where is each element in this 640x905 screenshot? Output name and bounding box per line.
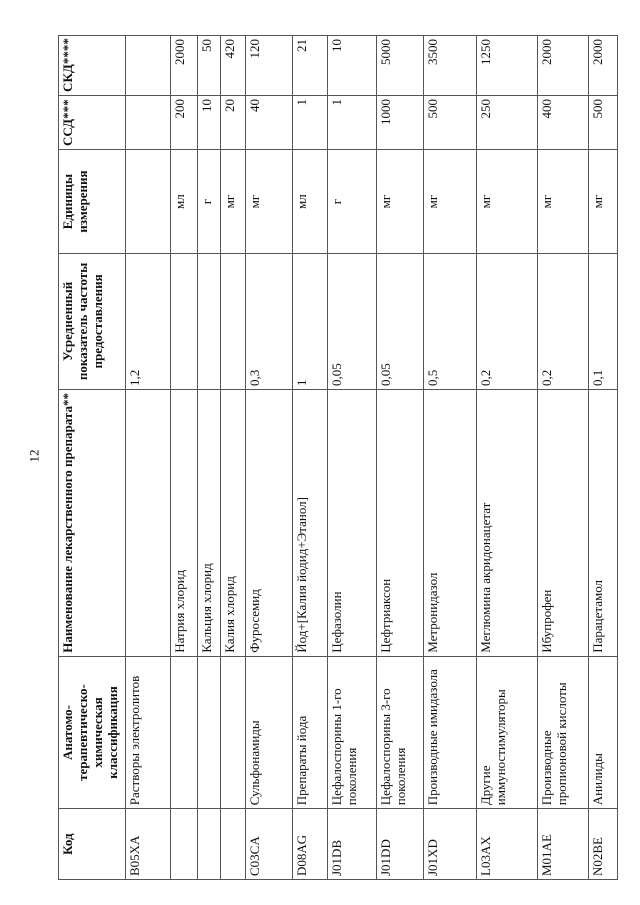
cell-unit: мл xyxy=(293,150,328,253)
cell-ssd: 500 xyxy=(424,95,477,149)
cell-ssd: 1 xyxy=(293,95,328,149)
cell-atc xyxy=(221,656,246,808)
cell-freq xyxy=(198,253,221,389)
cell-code: M01AE xyxy=(538,809,589,880)
table-row xyxy=(424,36,477,880)
header-ssd: ССД*** xyxy=(59,95,126,149)
cell-ssd: 500 xyxy=(589,95,618,149)
cell-ssd xyxy=(126,95,171,149)
cell-atc: Производные имидазола xyxy=(424,656,477,808)
table-row xyxy=(198,36,221,880)
cell-code: L03AX xyxy=(477,809,538,880)
table-row xyxy=(246,36,293,880)
cell-unit: мл xyxy=(171,150,198,253)
cell-drug: Фуросемид xyxy=(246,389,293,656)
table-row xyxy=(171,36,198,880)
cell-drug xyxy=(126,389,171,656)
header-unit: Единицы измерения xyxy=(59,150,126,253)
cell-skd: 1250 xyxy=(477,36,538,96)
page-number xyxy=(28,448,41,464)
cell-freq: 1,2 xyxy=(126,253,171,389)
cell-drug: Цефтриаксон xyxy=(377,389,424,656)
header-drug: Наименование лекарственного препарата** xyxy=(59,389,126,656)
cell-skd: 3500 xyxy=(424,36,477,96)
cell-code xyxy=(221,809,246,880)
cell-skd xyxy=(126,36,171,96)
cell-freq: 0,1 xyxy=(589,253,618,389)
cell-drug: Кальция хлорид xyxy=(198,389,221,656)
cell-unit: мг xyxy=(538,150,589,253)
table-row xyxy=(589,36,618,880)
cell-unit: г xyxy=(328,150,377,253)
cell-unit: мг xyxy=(477,150,538,253)
page-number-text: 12 xyxy=(26,449,42,463)
cell-atc xyxy=(171,656,198,808)
cell-freq: 0,3 xyxy=(246,253,293,389)
table-header-row xyxy=(59,36,126,880)
cell-skd: 120 xyxy=(246,36,293,96)
table-row xyxy=(328,36,377,880)
cell-drug: Цефазолин xyxy=(328,389,377,656)
table-row xyxy=(477,36,538,880)
cell-drug: Метронидазол xyxy=(424,389,477,656)
table-row xyxy=(377,36,424,880)
table-row xyxy=(538,36,589,880)
cell-ssd: 20 xyxy=(221,95,246,149)
cell-freq: 0,05 xyxy=(328,253,377,389)
cell-drug: Ибупрофен xyxy=(538,389,589,656)
cell-freq: 0,05 xyxy=(377,253,424,389)
header-freq: Усредненный показатель частоты предоставления xyxy=(59,253,126,389)
cell-skd: 10 xyxy=(328,36,377,96)
cell-unit: мг xyxy=(377,150,424,253)
table-row xyxy=(126,36,171,880)
cell-skd: 21 xyxy=(293,36,328,96)
cell-freq xyxy=(221,253,246,389)
cell-atc: Производные пропионовой кислоты xyxy=(538,656,589,808)
cell-code xyxy=(171,809,198,880)
cell-code: B05XA xyxy=(126,809,171,880)
cell-ssd: 400 xyxy=(538,95,589,149)
cell-ssd: 40 xyxy=(246,95,293,149)
cell-ssd: 1 xyxy=(328,95,377,149)
cell-code: J01XD xyxy=(424,809,477,880)
cell-ssd: 10 xyxy=(198,95,221,149)
cell-unit: мг xyxy=(424,150,477,253)
cell-ssd: 200 xyxy=(171,95,198,149)
cell-code: C03CA xyxy=(246,809,293,880)
cell-unit: г xyxy=(198,150,221,253)
header-skd: СКД**** xyxy=(59,36,126,96)
drug-table xyxy=(58,35,618,880)
cell-code: J01DB xyxy=(328,809,377,880)
table-row xyxy=(293,36,328,880)
rotated-page xyxy=(58,35,608,880)
cell-skd: 2000 xyxy=(589,36,618,96)
cell-atc: Сульфонамиды xyxy=(246,656,293,808)
cell-atc: Цефалоспорины 3-го поколения xyxy=(377,656,424,808)
cell-drug: Калия хлорид xyxy=(221,389,246,656)
cell-atc: Препараты йода xyxy=(293,656,328,808)
cell-skd: 50 xyxy=(198,36,221,96)
cell-skd: 2000 xyxy=(171,36,198,96)
cell-skd: 2000 xyxy=(538,36,589,96)
table-body xyxy=(126,36,618,880)
cell-atc: Растворы электролитов xyxy=(126,656,171,808)
cell-unit: мг xyxy=(221,150,246,253)
cell-atc xyxy=(198,656,221,808)
cell-code: N02BE xyxy=(589,809,618,880)
cell-freq: 0,5 xyxy=(424,253,477,389)
cell-drug: Парацетамол xyxy=(589,389,618,656)
cell-code: D08AG xyxy=(293,809,328,880)
cell-freq: 0,2 xyxy=(538,253,589,389)
cell-drug: Йод+[Калия йодид+Этанол] xyxy=(293,389,328,656)
cell-unit: мг xyxy=(589,150,618,253)
table-row xyxy=(221,36,246,880)
cell-atc: Цефалоспорины 1-го поколения xyxy=(328,656,377,808)
cell-drug: Меглюмина акридонацетат xyxy=(477,389,538,656)
cell-unit xyxy=(126,150,171,253)
cell-atc: Другие иммуностимуляторы xyxy=(477,656,538,808)
cell-ssd: 250 xyxy=(477,95,538,149)
cell-freq: 0,2 xyxy=(477,253,538,389)
cell-drug: Натрия хлорид xyxy=(171,389,198,656)
cell-ssd: 1000 xyxy=(377,95,424,149)
header-atc: Анатомо-терапевтическо-химическая классификация xyxy=(59,656,126,808)
cell-skd: 5000 xyxy=(377,36,424,96)
cell-freq: 1 xyxy=(293,253,328,389)
cell-freq xyxy=(171,253,198,389)
header-code: Код xyxy=(59,809,126,880)
cell-unit: мг xyxy=(246,150,293,253)
cell-atc: Анилиды xyxy=(589,656,618,808)
cell-skd: 420 xyxy=(221,36,246,96)
cell-code xyxy=(198,809,221,880)
cell-code: J01DD xyxy=(377,809,424,880)
